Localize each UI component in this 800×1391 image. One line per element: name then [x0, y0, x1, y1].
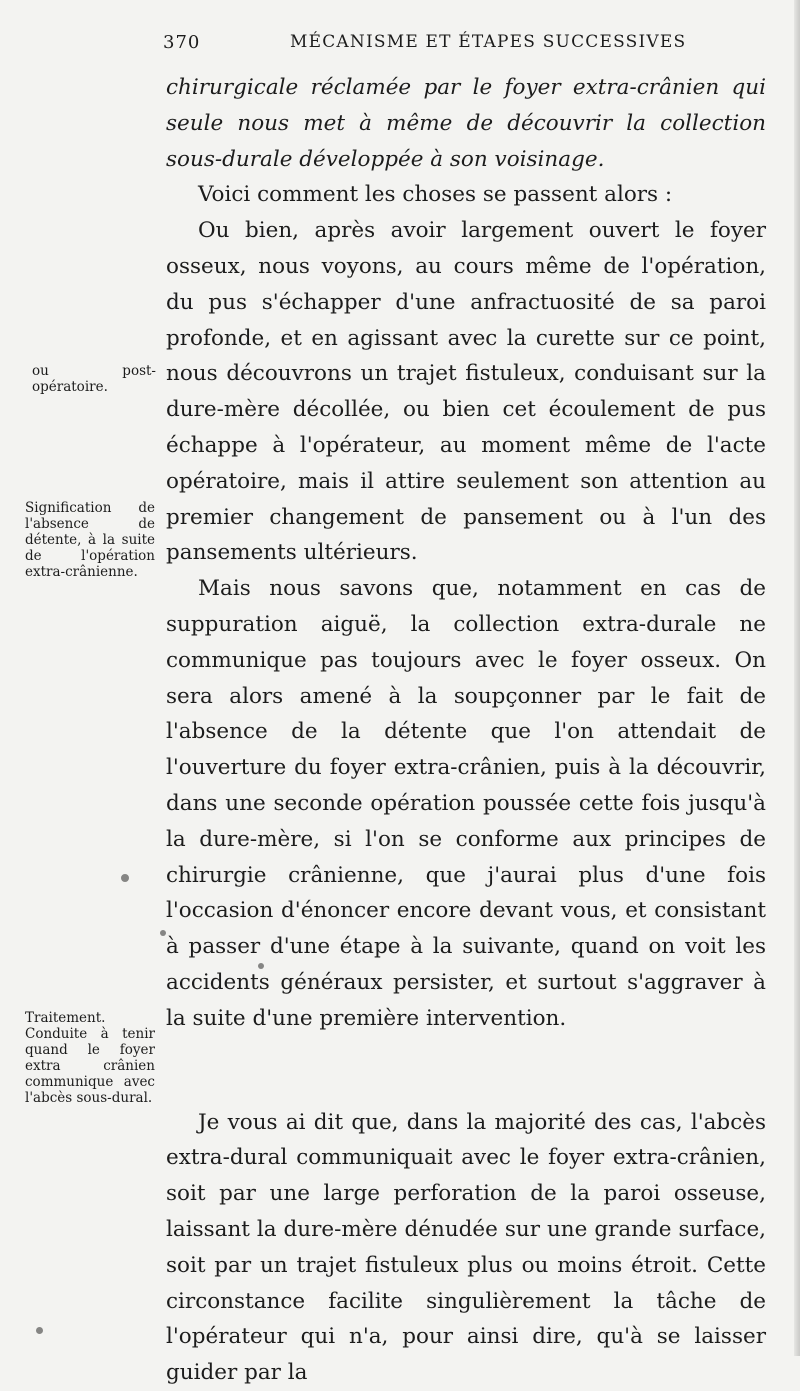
opening-italic-text: chirurgicale réclamée par le foyer extra-crânien qui seule nous met à même de découvrir la collection sous-durale développée à son voisinage.	[166, 75, 766, 172]
margin-note-post-operatoire: ou post-opératoire.	[32, 363, 156, 395]
page-header	[0, 28, 800, 58]
ink-spot	[258, 963, 264, 969]
paragraph-ou-bien: Ou bien, après avoir largement ouvert le foyer osseux, nous voyons, au cours même de l'opération, du pus s'échapper d'une anfractuosité de sa paroi profonde, et en agissant avec la curette sur ce point, nous découvrons un trajet fistuleux, conduisant sur la dure-mère décollée, ou bien cet écoulement de pus échappe à l'opérateur, au moment même de l'acte opératoire, mais il attire seulement son attention au premier changement de pansement ou à l'un des pansements ultérieurs.	[166, 218, 766, 566]
page-number: 370	[163, 32, 201, 53]
paragraph-je-vous: Je vous ai dit que, dans la majorité des cas, l'abcès extra-dural communiquait avec le foyer extra-crânien, soit par une large perforation de la paroi osseuse, laissant la dure-mère dénudée sur une grande surface, soit par un trajet fistuleux plus ou moins étroit. Cette circonstance facilite singulièrement la tâche de l'opérateur qui n'a, pour ainsi dire, qu'à se laisser guider par la	[166, 1109, 766, 1386]
main-text	[166, 70, 766, 1391]
page-edge	[794, 0, 800, 1356]
paragraph-mais: Mais nous savons que, notamment en cas de suppuration aiguë, la collection extra-durale ne communique pas toujours avec le foyer osseux. On sera alors amené à la soupçonner par le fait de l'absence de la détente que l'on attendait de l'ouverture du foyer extra-crânien, puis à la découvrir, dans une seconde opération poussée cette fois jusqu'à la dure-mère, si l'on se conforme aux principes de chirurgie crânienne, que j'aurai plus d'une fois l'occasion d'énoncer encore devant vous, et consistant à passer d'une étape à la suivante, quand on voit les accidents généraux persister, et surtout s'aggraver à la suite d'une première intervention.	[166, 576, 766, 1031]
ink-spot	[160, 930, 166, 936]
margin-note-traitement: Traitement. Conduite à tenir quand le foyer extra crânien communique avec l'abcès sous-dural.	[25, 1010, 155, 1106]
margin-note-signification: Signification de l'absence de détente, à la suite de l'opération extra-crânienne.	[25, 500, 155, 580]
ink-spot	[121, 874, 129, 882]
section-gap	[166, 1037, 766, 1105]
ink-spot	[36, 1327, 43, 1334]
running-head: MÉCANISME ET ÉTAPES SUCCESSIVES	[290, 32, 687, 52]
paragraph-voici: Voici comment les choses se passent alors :	[198, 182, 673, 208]
